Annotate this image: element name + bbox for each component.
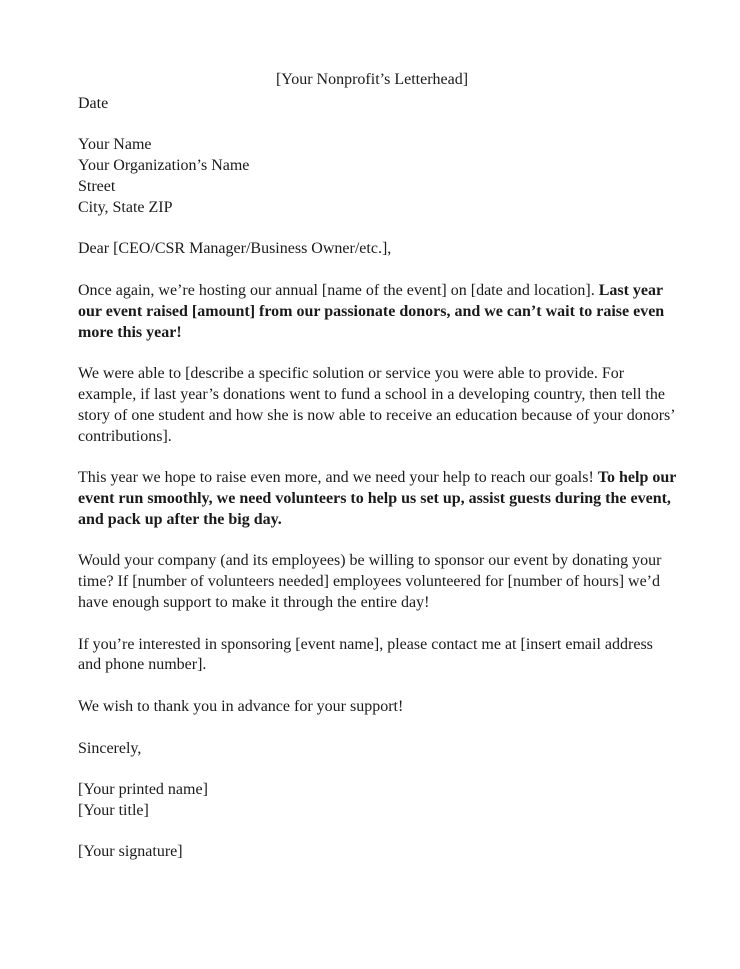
sender-address: [78, 135, 678, 218]
paragraph-volunteer-request-bold: To help our event run smoothly, we need volunteers to help us set up, assist guests during the event, and pack up after the big day.: [78, 469, 677, 528]
paragraph-impact-story: We were able to [describe a specific solution or service you were able to provide. For example, if last year’s donations went to fund a school in a developing country, then tell the story of one student and how she is now able to receive an education because of your donors’ contributions].: [78, 365, 675, 445]
paragraph-event-intro-text: Once again, we’re hosting our annual [name of the event] on [date and location].: [78, 281, 599, 299]
paragraph-sponsorship-ask: Would your company (and its employees) be willing to sponsor our event by donating your time? If [number of volunteers needed] employees volunteered for [number of hours] we’d have enough support to make it through the entire day!: [78, 552, 662, 611]
sender-organization: Your Organization’s Name: [78, 157, 250, 175]
paragraph-event-intro-bold: Last year our event raised [amount] from our passionate donors, and we can’t wait to raise even more this year!: [78, 281, 665, 341]
signature-block: [78, 780, 678, 822]
sender-street: Street: [78, 177, 116, 195]
letter-date: Date: [78, 94, 109, 112]
letterhead: [Your Nonprofit’s Letterhead]: [275, 71, 469, 88]
paragraph-contact-info: If you’re interested in sponsoring [event name], please contact me at [insert email address and phone number].: [78, 635, 653, 674]
paragraph-event-intro: [78, 281, 678, 343]
paragraph-thanks: We wish to thank you in advance for your support!: [78, 697, 404, 715]
signer-title: [Your title]: [78, 801, 149, 819]
printed-name: [Your printed name]: [78, 781, 208, 799]
sender-name: Your Name: [78, 136, 152, 154]
paragraph-volunteer-request-text: This year we hope to raise even more, and we need your help to reach our goals!: [78, 469, 598, 487]
sender-city-state-zip: City, State ZIP: [78, 198, 173, 216]
signature: [Your signature]: [78, 843, 183, 861]
letter-page: [78, 70, 678, 884]
paragraph-volunteer-request: [78, 468, 678, 530]
closing: Sincerely,: [78, 739, 142, 757]
salutation: Dear [CEO/CSR Manager/Business Owner/etc.],: [78, 240, 392, 258]
